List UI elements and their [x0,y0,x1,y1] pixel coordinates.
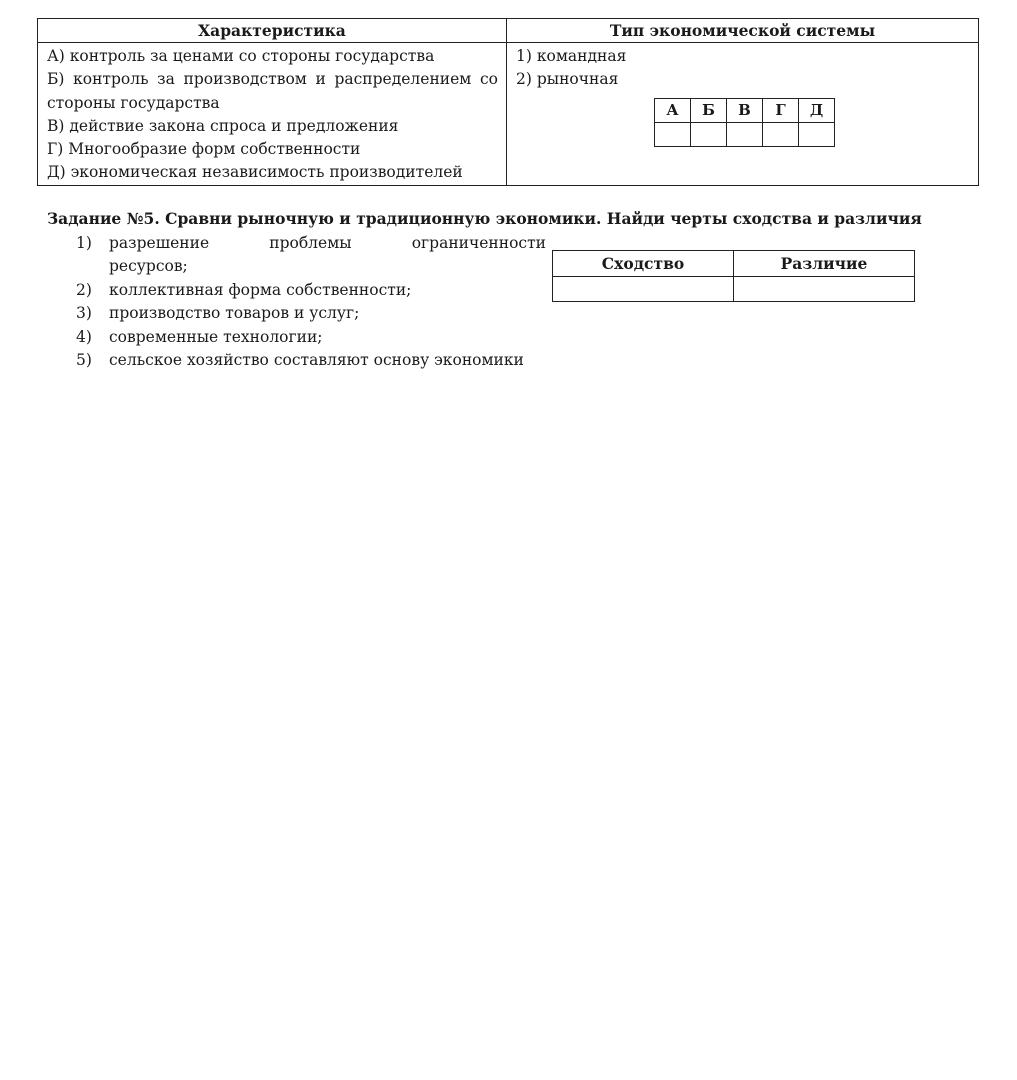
answer-letter-c: В [727,98,763,122]
characteristics-cell [38,43,507,186]
characteristic-d: Г) Многообразие форм собственности [47,140,361,159]
header-economic-system-type: Тип экономической системы [507,19,979,43]
answer-cell-a[interactable] [655,122,691,146]
item-1-line1: разрешение проблемы ограниченности [109,234,546,252]
header-similarity: Сходство [553,251,734,277]
list-item: 3) производство товаров и услуг; [76,304,360,323]
list-item: 1) разрешение проблемы ограниченности ресурсов; [76,232,546,279]
characteristic-b: Б) контроль за производством и распределением со стороны государства [47,70,498,112]
difference-answer-cell[interactable] [734,277,915,302]
similarity-answer-cell[interactable] [553,277,734,302]
answer-letter-a: А [655,98,691,122]
answer-letter-d: Г [763,98,799,122]
task5-title: Задание №5. Сравни рыночную и традиционную экономики. Найди черты сходства и различия [47,209,922,228]
characteristic-a: А) контроль за ценами со стороны государства [47,47,435,65]
comparison-table [552,250,915,302]
item-1-line2: ресурсов; [109,257,188,276]
answer-cell-e[interactable] [799,122,835,146]
answer-cell-d[interactable] [763,122,799,146]
header-characteristic: Характеристика [38,19,507,43]
characteristic-c: В) действие закона спроса и предложения [47,116,399,135]
matching-table [37,18,979,186]
answer-letter-e: Д [799,98,835,122]
list-item: 4) современные технологии; [76,327,323,346]
header-difference: Различие [734,251,915,277]
answer-cell-b[interactable] [691,122,727,146]
type-command: 1) командная [516,47,627,65]
types-cell [507,43,979,186]
task5-list [76,232,546,372]
type-market: 2) рыночная [516,70,619,89]
list-item: 2) коллективная форма собственности; [76,280,412,299]
answer-cell-c[interactable] [727,122,763,146]
list-item: 5) сельское хозяйство составляют основу экономики [76,351,524,370]
answer-letter-b: Б [691,98,727,122]
answer-grid [654,98,835,147]
characteristic-e: Д) экономическая независимость производителей [47,163,463,182]
